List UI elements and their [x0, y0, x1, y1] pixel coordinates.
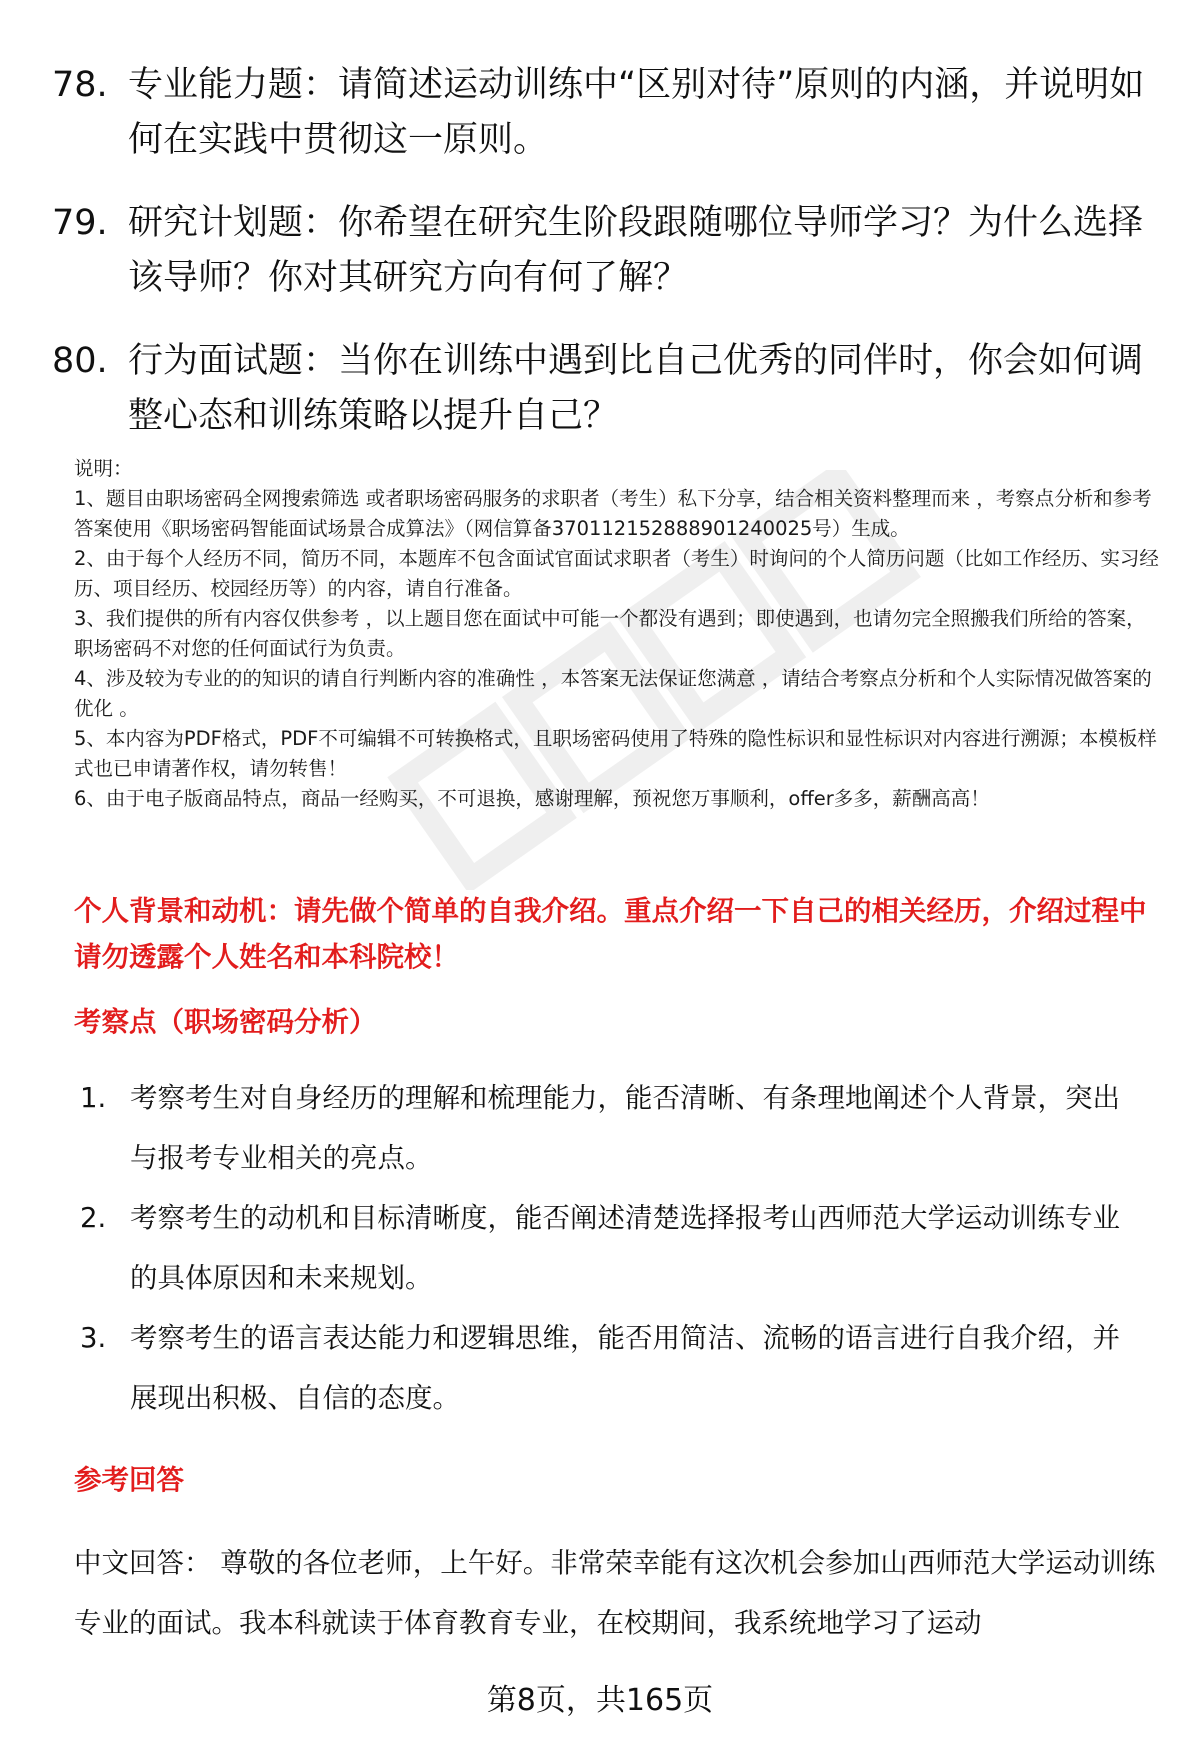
note-item: 6、由于电子版商品特点，商品一经购买，不可退换，感谢理解，预祝您万事顺利，offer多多，薪酬高高！	[74, 787, 990, 810]
notes-heading: 说明：	[74, 457, 133, 480]
note-item: 5、本内容为PDF格式，PDF不可编辑不可转换格式，且职场密码使用了特殊的隐性标识和显性标识对内容进行溯源；本模板样式也已申请著作权，请勿转售！	[74, 727, 1157, 780]
analysis-points	[80, 1068, 1160, 1428]
disclaimer-notes	[74, 454, 1164, 814]
question-item	[52, 334, 1152, 444]
question-item	[52, 58, 1152, 168]
analysis-point	[80, 1188, 1160, 1308]
section-title: 个人背景和动机：请先做个简单的自我介绍。重点介绍一下自己的相关经历，介绍过程中请勿透露个人姓名和本科院校！	[74, 895, 1147, 973]
reference-answer: 中文回答： 尊敬的各位老师，上午好。非常荣幸能有这次机会参加山西师范大学运动训练专业的面试。我本科就读于体育教育专业，在校期间，我系统地学习了运动	[74, 1547, 1156, 1639]
question-list	[52, 58, 1152, 472]
point-text: 考察考生对自身经历的理解和梳理能力，能否清晰、有条理地阐述个人背景，突出与报考专业相关的亮点。	[130, 1082, 1120, 1174]
question-number: 80.	[52, 341, 108, 381]
point-number: 2.	[80, 1202, 107, 1234]
analysis-point	[80, 1068, 1160, 1188]
note-item: 3、我们提供的所有内容仅供参考 ，以上题目您在面试中可能一个都没有遇到；即使遇到，也请勿完全照搬我们所给的答案，职场密码不对您的任何面试行为负责。	[74, 607, 1146, 660]
question-item	[52, 196, 1152, 306]
note-item: 4、涉及较为专业的的知识的请自行判断内容的准确性 ，本答案无法保证您满意 ，请结合考察点分析和个人实际情况做答案的优化 。	[74, 667, 1152, 720]
reference-heading: 参考回答	[74, 1464, 184, 1496]
point-text: 考察考生的动机和目标清晰度，能否阐述清楚选择报考山西师范大学运动训练专业的具体原因和未来规划。	[130, 1202, 1120, 1294]
point-number: 1.	[80, 1082, 107, 1114]
question-number: 79.	[52, 203, 108, 243]
note-item: 1、题目由职场密码全网搜索筛选 或者职场密码服务的求职者（考生）私下分享，结合相关资料整理而来 ，考察点分析和参考答案使用《职场密码智能面试场景合成算法》（网信算备370112152888901240025号）生成。	[74, 487, 1152, 540]
question-number: 78.	[52, 65, 108, 105]
question-text: 研究计划题：你希望在研究生阶段跟随哪位导师学习？为什么选择该导师？你对其研究方向有何了解？	[128, 203, 1144, 298]
point-text: 考察考生的语言表达能力和逻辑思维，能否用简洁、流畅的语言进行自我介绍，并展现出积极、自信的态度。	[130, 1322, 1120, 1414]
page-footer: 第8页，共165页	[486, 1683, 714, 1718]
analysis-point	[80, 1308, 1160, 1428]
point-number: 3.	[80, 1322, 107, 1354]
question-text: 行为面试题：当你在训练中遇到比自己优秀的同伴时，你会如何调整心态和训练策略以提升自己？	[128, 341, 1144, 436]
question-text: 专业能力题：请简述运动训练中“区别对待”原则的内涵，并说明如何在实践中贯彻这一原则。	[128, 65, 1145, 160]
note-item: 2、由于每个人经历不同，简历不同，本题库不包含面试官面试求职者（考生）时询问的个人简历问题（比如工作经历、实习经历、项目经历、校园经历等）的内容，请自行准备。	[74, 547, 1159, 600]
analysis-heading: 考察点（职场密码分析）	[74, 1006, 377, 1038]
